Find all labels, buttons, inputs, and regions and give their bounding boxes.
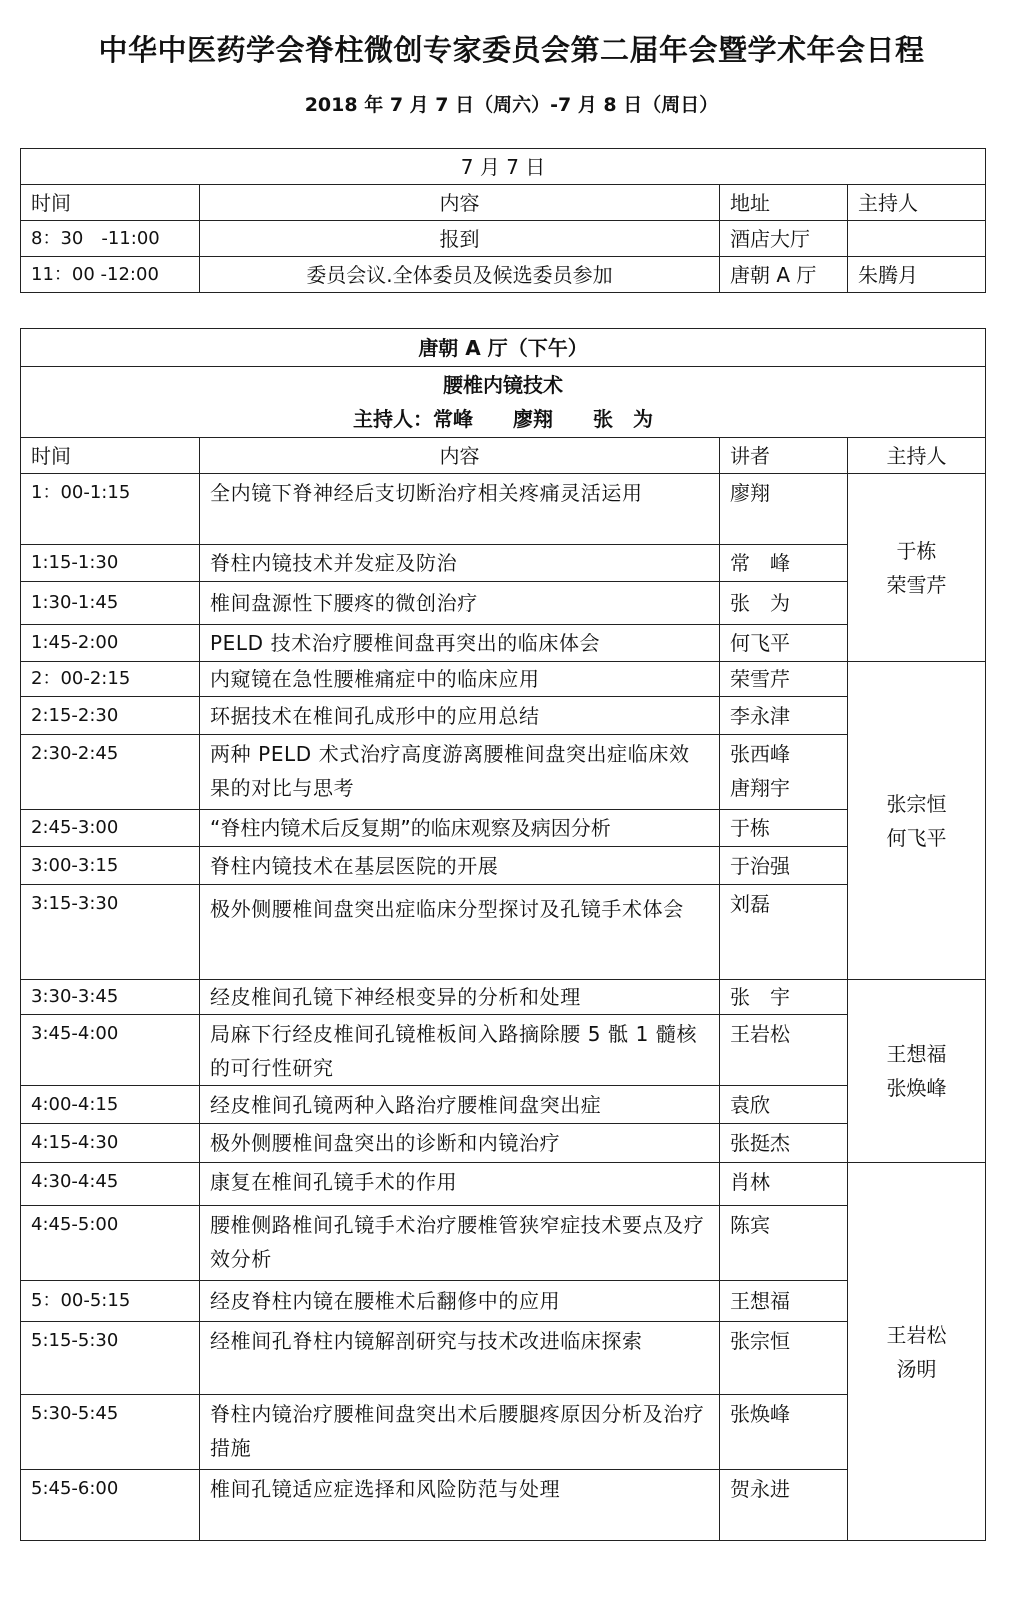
content-cell: 报到 (200, 221, 720, 257)
table-row (21, 625, 986, 662)
host-cell: 朱腾月 (848, 257, 986, 293)
speaker-cell: 何飞平 (720, 625, 848, 662)
speaker-cell: 廖翔 (720, 474, 848, 545)
table-header-row (21, 185, 986, 221)
session-header (21, 367, 986, 438)
date-header: 7 月 7 日 (21, 149, 986, 185)
content-cell: 经皮椎间孔镜下神经根变异的分析和处理 (200, 980, 720, 1015)
time-cell: 4:45-5:00 (21, 1206, 200, 1281)
table-row (21, 367, 986, 438)
time-cell: 4:00-4:15 (21, 1086, 200, 1124)
speaker-cell: 贺永进 (720, 1470, 848, 1541)
time-cell: 11：00 -12:00 (21, 257, 200, 293)
host-name: 于栋 (896, 538, 937, 563)
speaker-name: 唐翔宇 (730, 776, 790, 800)
speaker-cell: 荣雪芹 (720, 662, 848, 697)
page-title: 中华中医药学会脊柱微创专家委员会第二届年会暨学术年会日程 (98, 33, 925, 67)
table-header-row (21, 438, 986, 474)
host-name: 王岩松 (886, 1322, 947, 1347)
content-cell: “脊柱内镜术后反复期”的临床观察及病因分析 (200, 810, 720, 847)
header-speaker: 讲者 (720, 438, 848, 474)
host-name: 张宗恒 (886, 791, 947, 816)
time-cell: 1:30-1:45 (21, 582, 200, 625)
time-cell: 1:15-1:30 (21, 545, 200, 582)
host-name: 张焕峰 (886, 1076, 947, 1100)
session-topic: 腰椎内镜技术 (443, 373, 564, 397)
content-cell: 内窥镜在急性腰椎痛症中的临床应用 (200, 662, 720, 697)
content-cell: 经皮椎间孔镜两种入路治疗腰椎间盘突出症 (200, 1086, 720, 1124)
location-cell: 酒店大厅 (720, 221, 848, 257)
speaker-cell: 于栋 (720, 810, 848, 847)
content-cell: 两种 PELD 术式治疗高度游离腰椎间盘突出症临床效果的对比与思考 (200, 735, 720, 810)
content-cell: PELD 技术治疗腰椎间盘再突出的临床体会 (200, 625, 720, 662)
speaker-cell: 袁欣 (720, 1086, 848, 1124)
host-name: 荣雪芹 (886, 572, 947, 597)
table-row (21, 885, 986, 980)
table-row (21, 545, 986, 582)
time-cell: 1：00-1:15 (21, 474, 200, 545)
table-row (21, 1470, 986, 1541)
table-row (21, 1163, 986, 1206)
content-cell: 经皮脊柱内镜在腰椎术后翻修中的应用 (200, 1281, 720, 1322)
morning-schedule-table (20, 148, 986, 293)
time-cell: 4:30-4:45 (21, 1163, 200, 1206)
content-cell: 脊柱内镜技术在基层医院的开展 (200, 847, 720, 885)
host-name: 王想福 (886, 1042, 947, 1066)
speaker-cell: 王想福 (720, 1281, 848, 1322)
host-cell (848, 221, 986, 257)
header-host: 主持人 (848, 185, 986, 221)
host-cell (848, 980, 986, 1163)
header-content: 内容 (200, 438, 720, 474)
host-cell (848, 1163, 986, 1541)
session-chairs: 主持人：常峰 廖翔 张 为 (353, 407, 654, 431)
page-subtitle: 2018 年 7 月 7 日（周六）-7 月 8 日（周日） (304, 94, 719, 116)
time-cell: 2：00-2:15 (21, 662, 200, 697)
table-row (21, 1281, 986, 1322)
content-cell: 全内镜下脊神经后支切断治疗相关疼痛灵活运用 (200, 474, 720, 545)
table-row (21, 980, 986, 1015)
host-name: 汤明 (896, 1356, 937, 1381)
header-host: 主持人 (848, 438, 986, 474)
table-row (21, 1206, 986, 1281)
speaker-cell: 张 宇 (720, 980, 848, 1015)
content-cell: 经椎间孔脊柱内镜解剖研究与技术改进临床探索 (200, 1322, 720, 1395)
host-cell (848, 474, 986, 662)
speaker-cell (720, 735, 848, 810)
speaker-cell: 刘磊 (720, 885, 848, 980)
speaker-cell: 张焕峰 (720, 1395, 848, 1470)
time-cell: 2:30-2:45 (21, 735, 200, 810)
speaker-cell: 张挺杰 (720, 1124, 848, 1163)
table-row (21, 1322, 986, 1395)
time-cell: 3:30-3:45 (21, 980, 200, 1015)
table-row (21, 810, 986, 847)
time-cell: 5:45-6:00 (21, 1470, 200, 1541)
table-row (21, 847, 986, 885)
content-cell: 脊柱内镜技术并发症及防治 (200, 545, 720, 582)
time-cell: 2:45-3:00 (21, 810, 200, 847)
speaker-cell: 常 峰 (720, 545, 848, 582)
content-cell: 脊柱内镜治疗腰椎间盘突出术后腰腿疼原因分析及治疗措施 (200, 1395, 720, 1470)
table-row (21, 329, 986, 367)
table-row (21, 1124, 986, 1163)
header-time: 时间 (21, 185, 200, 221)
host-name: 何飞平 (886, 825, 947, 850)
speaker-cell: 李永津 (720, 697, 848, 735)
table-row (21, 1395, 986, 1470)
content-cell: 极外侧腰椎间盘突出的诊断和内镜治疗 (200, 1124, 720, 1163)
table-row (21, 662, 986, 697)
header-location: 地址 (720, 185, 848, 221)
time-cell: 1:45-2:00 (21, 625, 200, 662)
table-row (21, 1015, 986, 1086)
table-row (21, 257, 986, 293)
time-cell: 3:15-3:30 (21, 885, 200, 980)
location-cell: 唐朝 A 厅 (720, 257, 848, 293)
table-row (21, 221, 986, 257)
time-cell: 5:15-5:30 (21, 1322, 200, 1395)
content-cell: 局麻下行经皮椎间孔镜椎板间入路摘除腰 5 骶 1 髓核的可行性研究 (200, 1015, 720, 1086)
table-row (21, 474, 986, 545)
content-cell: 椎间孔镜适应症选择和风险防范与处理 (200, 1470, 720, 1541)
table-row (21, 735, 986, 810)
content-cell: 椎间盘源性下腰疼的微创治疗 (200, 582, 720, 625)
content-cell: 康复在椎间孔镜手术的作用 (200, 1163, 720, 1206)
hall-header: 唐朝 A 厅（下午） (21, 329, 986, 367)
time-cell: 2:15-2:30 (21, 697, 200, 735)
header-content: 内容 (200, 185, 720, 221)
header-time: 时间 (21, 438, 200, 474)
table-row (21, 582, 986, 625)
time-cell: 3:45-4:00 (21, 1015, 200, 1086)
content-cell: 委员会议.全体委员及候选委员参加 (200, 257, 720, 293)
speaker-cell: 于治强 (720, 847, 848, 885)
speaker-cell: 张 为 (720, 582, 848, 625)
table-row (21, 1086, 986, 1124)
speaker-cell: 张宗恒 (720, 1322, 848, 1395)
speaker-cell: 陈宾 (720, 1206, 848, 1281)
speaker-cell: 肖林 (720, 1163, 848, 1206)
table-row (21, 149, 986, 185)
table-row (21, 697, 986, 735)
time-cell: 8：30 -11:00 (21, 221, 200, 257)
content-cell: 腰椎侧路椎间孔镜手术治疗腰椎管狭窄症技术要点及疗效分析 (200, 1206, 720, 1281)
afternoon-schedule-table (20, 328, 986, 1541)
time-cell: 5：00-5:15 (21, 1281, 200, 1322)
content-cell: 环据技术在椎间孔成形中的应用总结 (200, 697, 720, 735)
speaker-name: 张西峰 (730, 742, 790, 766)
content-cell: 极外侧腰椎间盘突出症临床分型探讨及孔镜手术体会 (200, 885, 720, 980)
host-cell (848, 662, 986, 980)
time-cell: 4:15-4:30 (21, 1124, 200, 1163)
speaker-cell: 王岩松 (720, 1015, 848, 1086)
time-cell: 5:30-5:45 (21, 1395, 200, 1470)
time-cell: 3:00-3:15 (21, 847, 200, 885)
